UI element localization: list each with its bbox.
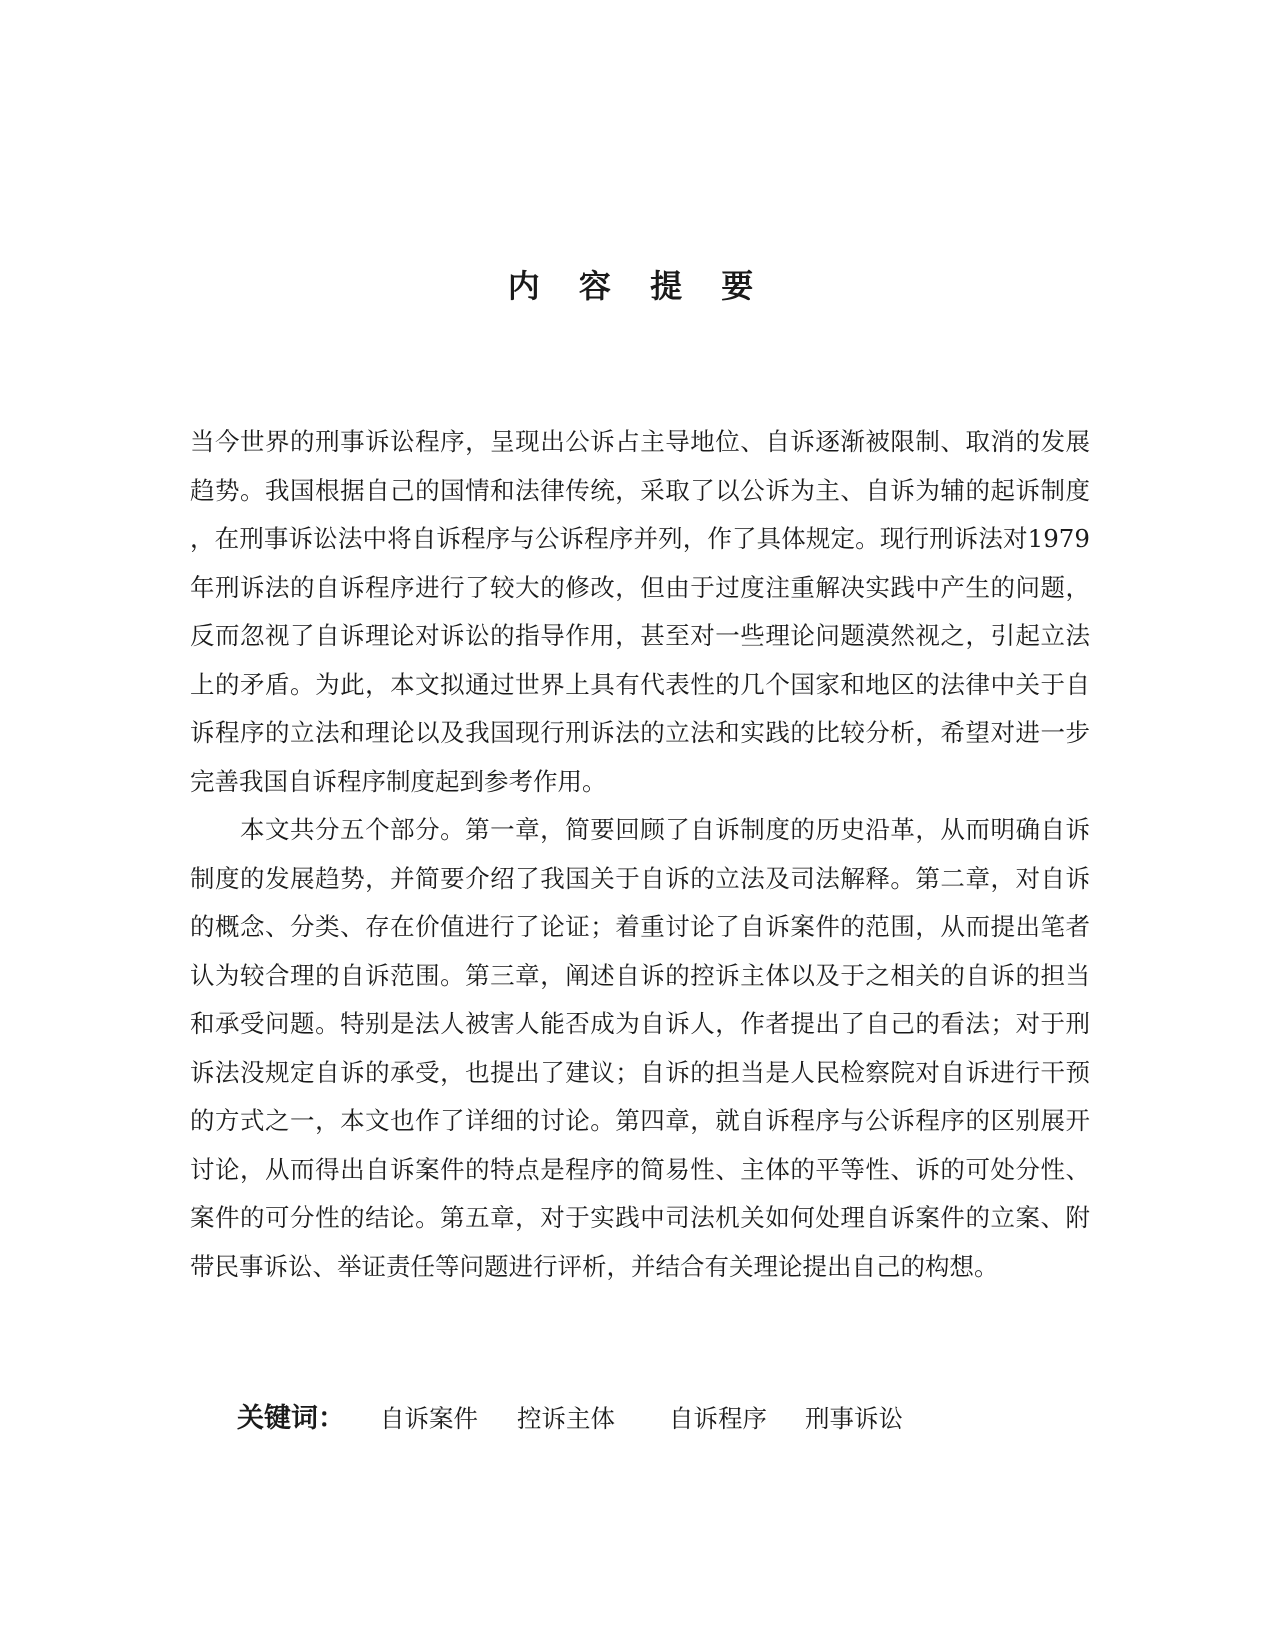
paragraph-2-line: 的方式之一，本文也作了详细的讨论。第四章，就自诉程序与公诉程序的区别展开	[190, 1106, 1090, 1135]
paragraph-1-line: 反而忽视了自诉理论对诉讼的指导作用，甚至对一些理论问题漠然视之，引起立法	[190, 621, 1090, 650]
paragraph-2-line: 的概念、分类、存在价值进行了论证；着重讨论了自诉案件的范围，从而提出笔者	[190, 912, 1090, 941]
paragraph-2-line: 案件的可分性的结论。第五章，对于实践中司法机关如何处理自诉案件的立案、附	[190, 1203, 1090, 1232]
paragraph-2-line: 认为较合理的自诉范围。第三章，阐述自诉的控诉主体以及于之相关的自诉的担当	[190, 960, 1090, 990]
keywords-row	[237, 1399, 1137, 1439]
keyword-item: 控诉主体	[517, 1404, 615, 1433]
paragraph-2-line: 带民事诉讼、举证责任等问题进行评析，并结合有关理论提出自己的构想。	[190, 1251, 999, 1281]
paragraph-1-line: 上的矛盾。为此，本文拟通过世界上具有代表性的几个国家和地区的法律中关于自	[190, 669, 1090, 699]
paragraph-2-line: 讨论，从而得出自诉案件的特点是程序的简易性、主体的平等性、诉的可处分性、	[190, 1154, 1090, 1184]
paragraph-2-line: 和承受问题。特别是法人被害人能否成为自诉人，作者提出了自己的看法；对于刑	[190, 1009, 1090, 1038]
paragraph-1-line: 趋势。我国根据自己的国情和法律传统，采取了以公诉为主、自诉为辅的起诉制度	[190, 475, 1090, 505]
abstract-body	[190, 418, 1090, 1291]
keyword-item: 刑事诉讼	[805, 1404, 903, 1433]
paragraph-1-line: 诉程序的立法和理论以及我国现行刑诉法的立法和实践的比较分析，希望对进一步	[190, 718, 1090, 747]
keyword-item: 自诉程序	[669, 1404, 767, 1433]
paragraph-1-line: 当今世界的刑事诉讼程序，呈现出公诉占主导地位、自诉逐渐被限制、取消的发展	[190, 427, 1090, 456]
paragraph-1-line: ，在刑事诉讼法中将自诉程序与公诉程序并列，作了具体规定。现行刑诉法对1979	[190, 524, 1090, 553]
paragraph-2-line: 制度的发展趋势，并简要介绍了我国关于自诉的立法及司法解释。第二章，对自诉	[190, 863, 1090, 893]
keyword-item: 自诉案件	[380, 1404, 478, 1433]
paragraph-1-line: 年刑诉法的自诉程序进行了较大的修改，但由于过度注重解决实践中产生的问题，	[190, 572, 1090, 602]
paragraph-1-line: 完善我国自诉程序制度起到参考作用。	[190, 766, 607, 796]
paragraph-2-line: 诉法没规定自诉的承受，也提出了建议；自诉的担当是人民检察院对自诉进行干预	[190, 1057, 1090, 1087]
page-title: 内 容 提 要	[507, 267, 768, 305]
paragraph-2-line: 本文共分五个部分。第一章，简要回顾了自诉制度的历史沿革，从而明确自诉	[240, 815, 1090, 844]
keywords-label: 关键词：	[237, 1403, 345, 1434]
